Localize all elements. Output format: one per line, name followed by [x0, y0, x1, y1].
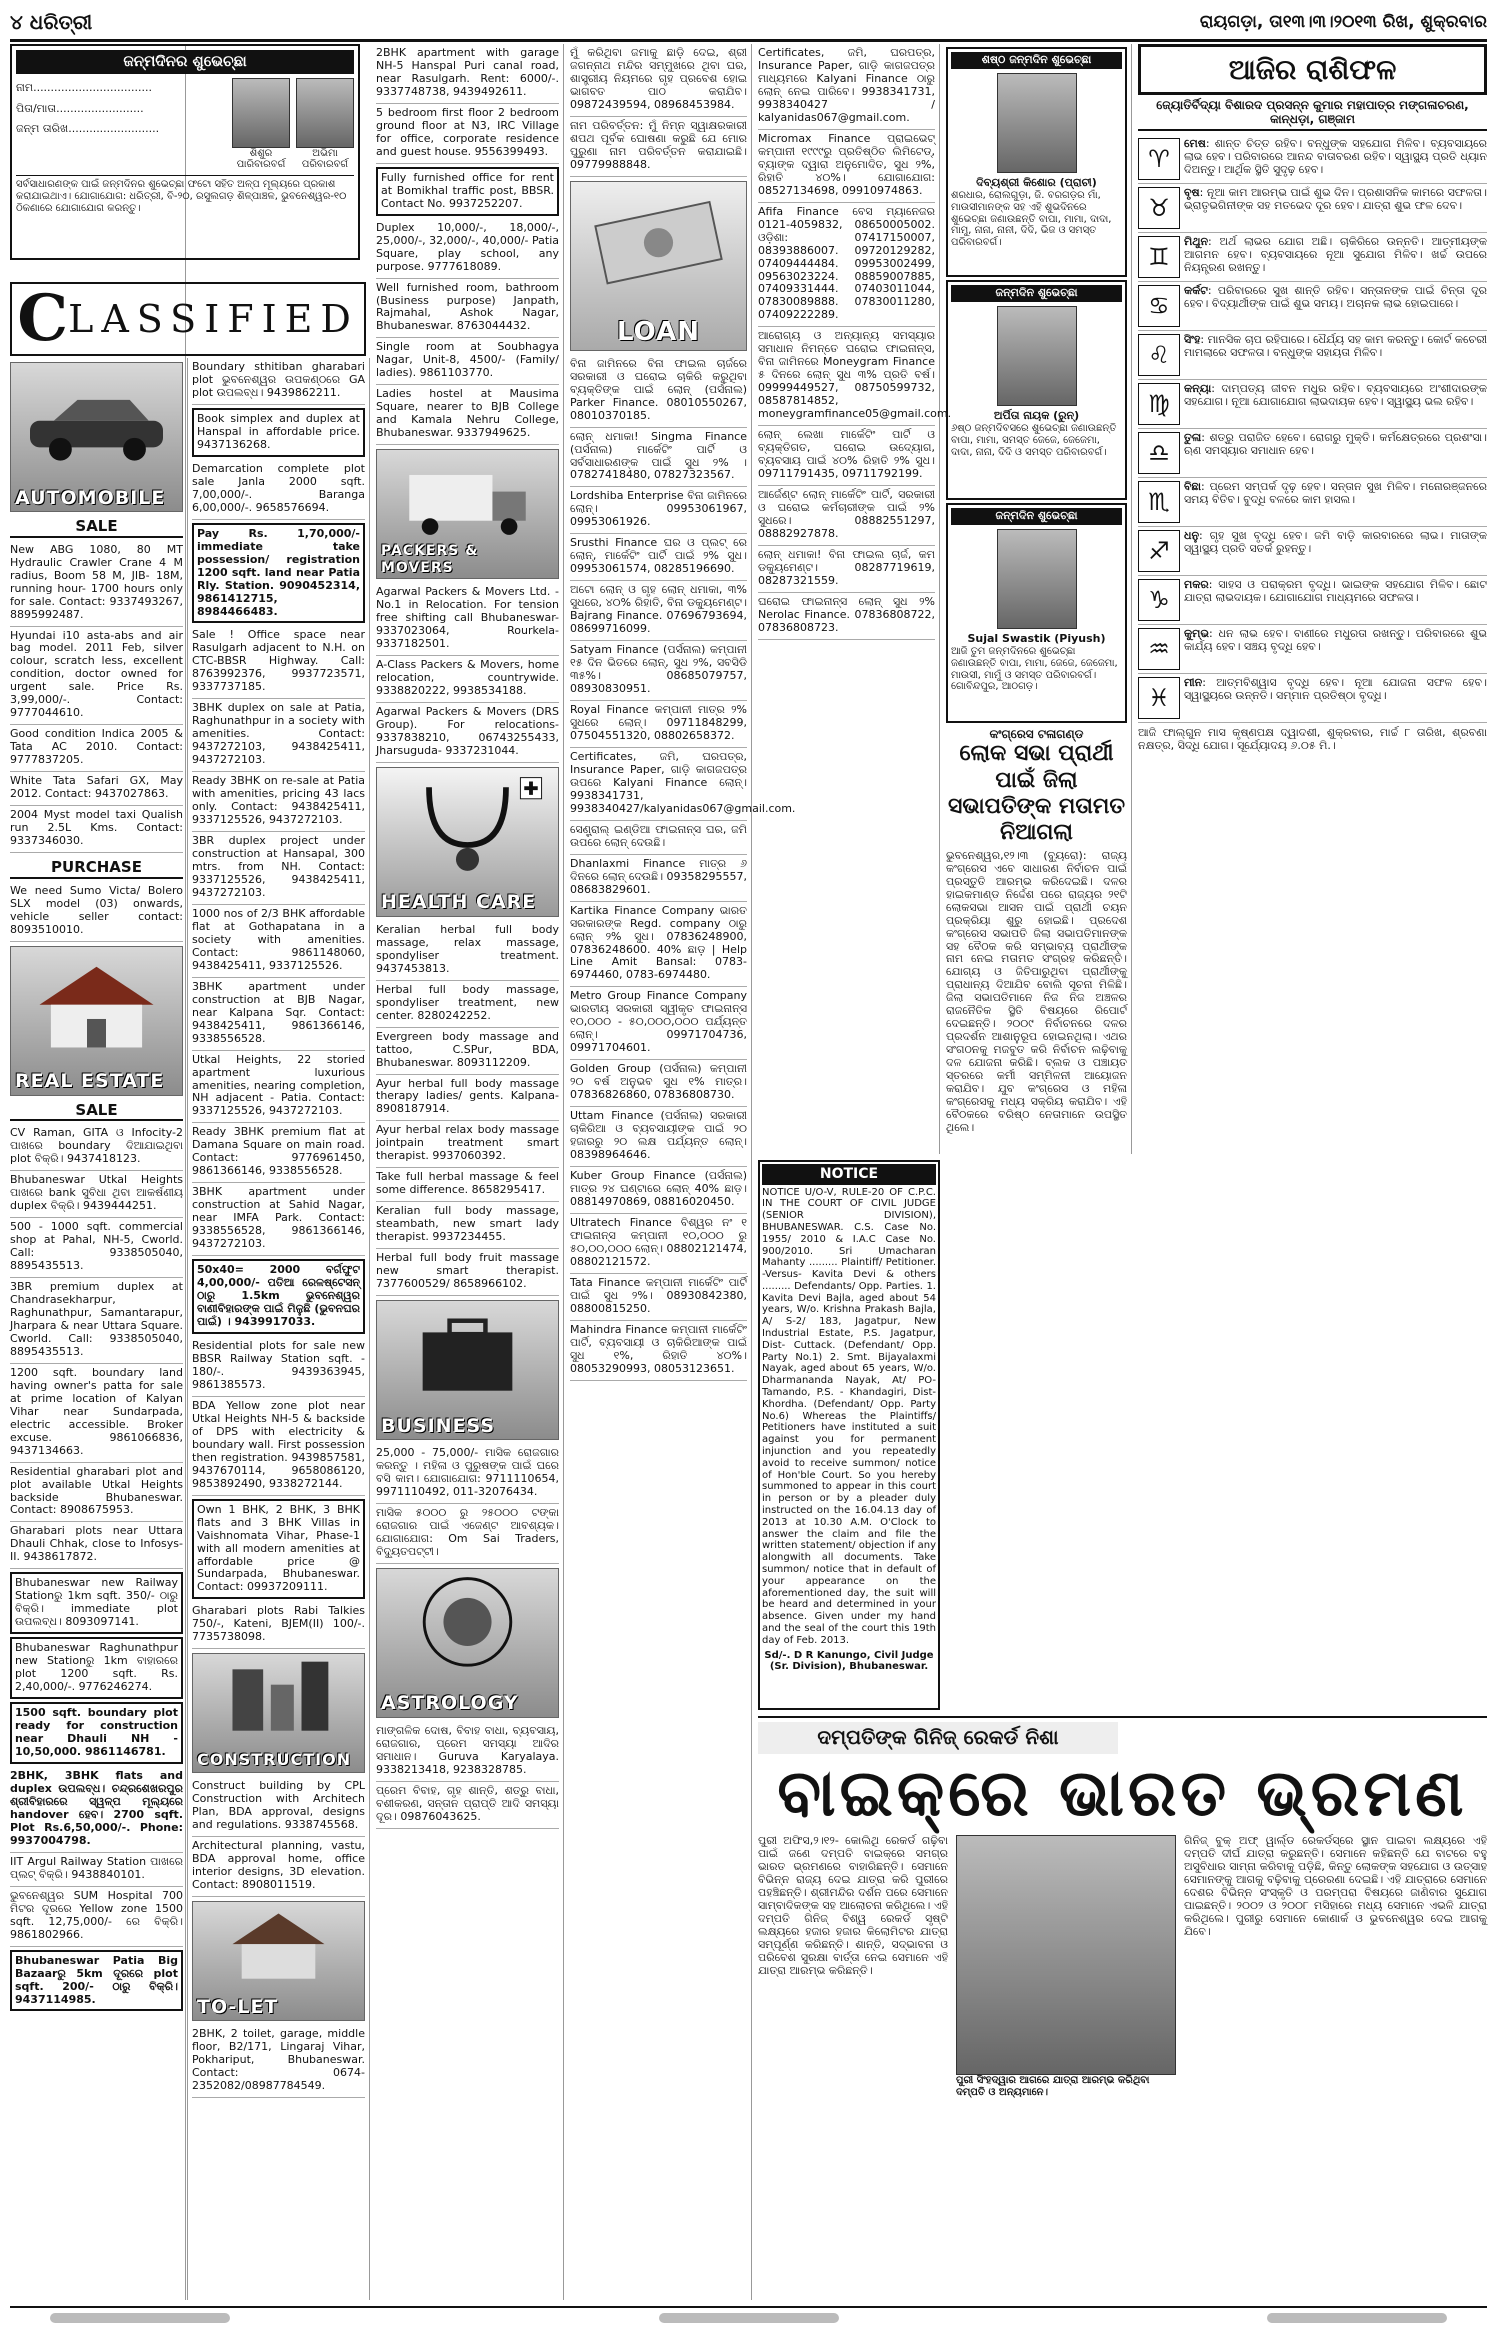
leo-icon: ♌ [1138, 334, 1180, 376]
pisces-icon: ♓ [1138, 677, 1180, 719]
rashi-text: ଦାମ୍ପତ୍ୟ ଜୀବନ ମଧୁର ରହିବ। ବ୍ୟବସାୟରେ ଅଂଶୀଦାରଙ୍କ ସହଯୋଗ। ନୂଆ ଯୋଗାଯୋଗ ଲାଭଦାୟକ ହେବ। ସ୍ୱାସ୍ଥ୍ୟ ଭଲ ରହିବ। [1184, 382, 1487, 409]
list-item: ନାମ ପରିବର୍ତ୍ତନ: ମୁଁ ନିମ୍ନ ସ୍ୱାକ୍ଷରକାରୀ ଶପଥ ପୂର୍ବକ ଘୋଷଣା କରୁଛି ଯେ ମୋର ପୁରୁଣା ନାମ ପରିବର୍ତ୍ତନ କରାଯାଇଛି। 09779988848. [570, 117, 747, 177]
house-icon [11, 947, 182, 1062]
greeting-name: ଦିବ୍ୟଶ୍ରୀ କିଶୋର (ପ୍ରାଚୀ) [976, 175, 1097, 189]
rashi-text: ସାହସ ଓ ପରାକ୍ରମ ବୃଦ୍ଧି। ଭାଇଙ୍କ ସହଯୋଗ ମିଳିବ। ଛୋଟ ଯାତ୍ରା ଲାଭଦାୟକ। ଯୋଗାଯୋଗ ମାଧ୍ୟମରେ ସଫଳତା। [1184, 578, 1488, 605]
rashi-text: ନୂଆ କାମ ଆରମ୍ଭ ପାଇଁ ଶୁଭ ଦିନ। ପ୍ରଶାସନିକ କାମରେ ସଫଳତା। ଭ୍ରାତୃଭଗିନୀଙ୍କ ସହ ମତଭେଦ ଦୂର ହେବ। ଯାତ୍ରା ଶୁଭ ଫଳ ଦେବ। [1184, 186, 1488, 213]
list-item: Ayur herbal relax body massage jointpain treatment smart therapist. 9937060392. [376, 1121, 559, 1168]
list-item: 3BHK apartment under construction at BJB Nagar, near Kalpana Sqr. Contact: 9438425411, 9861366146, 9338556528. [192, 978, 365, 1051]
list-item: 3BR premium duplex at Chandrasekharpur, Raghunathpur, Samantarapur, Jharpara & near Uttara Square. Cworld. Call: 9338505040, 8895435513. [10, 1278, 183, 1364]
list-item: Ayur herbal full body massage therapy ladies/ gents. Kalpana- 8908187914. [376, 1075, 559, 1122]
list-item: 2BHK, 3BHK flats and duplex ଉପଲବ୍ଧ। ଚନ୍ଦ୍ରଶେଖରପୁର ଶ୍ରୀବିହାରରେ ସ୍ୱଳ୍ପ ମୂଲ୍ୟରେ handover ହେବ। 2700 sqft. Plot Rs.6,50,000/-. Phone: 9937004798. [10, 1767, 183, 1853]
rashi-name: ମକର [1184, 578, 1209, 592]
list-item: ଘରୋଇ ଫାଇନାନ୍ସ ଲୋନ୍ ସୁଧ ୨% Nerolac Finance. 07836808722, 07836808723. [758, 593, 935, 640]
list-item: Micromax Finance ପ୍ରାଇଭେଟ୍ କମ୍ପାନୀ ୧୯୯୯ରୁ ପ୍ରତିଷ୍ଠିତ ଲିମିଟେଡ୍, ବ୍ୟାଙ୍କ ଦ୍ୱାରା ଅନୁମୋଦିତ, ସୁଧ ୨%, ରିହାତି ୪୦%। ଯୋଗାଯୋଗ: 08527134698, 09910974863. [758, 130, 935, 203]
list-item: Well furnished room, bathroom (Business purpose) Janpath, Rajmahal, Ashok Nagar, Bhubaneswar. 8763044432. [376, 279, 559, 339]
list-item: BDA Yellow zone plot near Utkal Heights NH-5 & backside of DPS with electricity & boundary wall. First possession then registration. 9439857581, 9437670114, 9658086120, 9853892490, 9338272144. [192, 1397, 365, 1496]
birthday-info: ସର୍ବସାଧାରଣଙ୍କ ପାଇଁ ଜନ୍ମଦିନର ଶୁଭେଚ୍ଛା ଫଟୋ ସହିତ ଅଳ୍ପ ମୂଲ୍ୟରେ ପ୍ରକାଶ କରାଯାଇଥାଏ। ଯୋଗାଯୋଗ: ଧରିତ୍ରୀ, ବି-୨୦, ରସୁଲଗଡ଼ ଶିଳ୍ପାଞ୍ଚଳ, ଭୁବନେଶ୍ୱର-୧୦ ଠିକଣାରେ ଯୋଗାଯୋଗ କରନ୍ତୁ। [16, 175, 354, 214]
col2 [192, 358, 370, 2300]
list-item: Bhubaneswar new Railway Stationରୁ 1km sqft. 350/- ଠାରୁ ବିକ୍ରି। immediate plot ଉପଲବ୍ଧ। 8093097141. [10, 1572, 183, 1634]
list-item: Book simplex and duplex at Hanspal in affordable price. 9437136268. [192, 408, 365, 457]
date-line: ରାୟଗଡ଼ା, ତା୧୩।୩।୨୦୧୩ ରିଖ, ଶୁକ୍ରବାର [1199, 12, 1487, 33]
list-item: Fully furnished office for rent at Bomikhal traffic post, BBSR. Contact No. 9937252207. [376, 167, 559, 216]
list-item: ବିନା ଜାମିନରେ ବିନା ଫାଇଲ ଚାର୍ଜରେ ସରକାରୀ ଓ ଘରୋଇ ଚାକିରି କରୁଥିବା ବ୍ୟକ୍ତିଙ୍କ ପାଇଁ ଲୋନ୍ (ପର୍ସନାଲ) Parker Finance. 08010550267, 08010370185. [570, 355, 747, 428]
house-icon-2 [193, 1902, 364, 1994]
list-item: We need Sumo Victa/ Bolero SLX model (03) onwards, vehicle seller contact: 8093510010. [10, 882, 183, 942]
list-item: 500 - 1000 sqft. commercial shop at Pahal, NH-5, Cworld. Call: 9338505040, 8895435513. [10, 1218, 183, 1278]
list-item: Golden Group (ପର୍ସନାଲ) କମ୍ପାନୀ ୨୦ ବର୍ଷ ଅନୁଭବ ସୁଧ ୧% ମାତ୍ର। 07836826860, 07836808730. [570, 1060, 747, 1107]
child-photo [997, 529, 1077, 629]
rashi-name: ମିଥୁନ [1184, 235, 1209, 249]
rashi-name: ସିଂହ [1184, 333, 1201, 347]
col4 [570, 44, 796, 2300]
list-item: Afifa Finance ବେସ ମ୍ୟାନେଜର 0121-4059832, 08650005002. ଓଡ଼ିଶା: 07417150007, 08393886007. 09720129282, 07409444484. 09953002499, 09563023224. 08859007885, 07409331444. 07403011044, 07830089888. 07830011280, 07409222289. [758, 203, 935, 328]
list-item: Dhanlaxmi Finance ମାତ୍ର ୬ ଦିନରେ ଲୋନ୍ ଦେଉଛି। 09358295557, 08683829601. [570, 855, 747, 902]
rashi-item: ♎ ତୁଳା: ଶତ୍ରୁ ପରାଜିତ ହେବେ। ରୋଗରୁ ମୁକ୍ତି। କର୍ମକ୍ଷେତ୍ରରେ ପ୍ରଶଂସା। ଋଣ ସମସ୍ୟାର ସମାଧାନ ହେବ। [1138, 429, 1487, 478]
automobile-banner [10, 362, 183, 512]
astrology-banner [376, 1568, 559, 1718]
list-item: 2BHK apartment with garage NH-5 Hanspal Puri canal road, near Rasulgarh. Rent: 6000/-. 9337748738, 9439492611. [376, 44, 559, 104]
construction-banner [192, 1653, 365, 1773]
sale-heading: SALE [10, 518, 183, 538]
packers-banner [376, 449, 559, 579]
list-item: 1500 sqft. boundary plot ready for construction near Dhauli NH - 10,50,000. 9861146781. [10, 1702, 183, 1764]
libra-icon: ♎ [1138, 432, 1180, 474]
notice-body: NOTICE U/O-V, RULE-20 OF C.P.C. IN THE COURT OF CIVIL JUDGE (SENIOR DIVISION), BHUBANESWAR. C.S. Case No. 1955/ 2010 & I.A.C Case No. 900/2010. Sri Umacharan Mahanty ......... Plaintiff/ Petitioner. -Versus- Kavita Devi & others ......... Defendants/ Opp. Parties. 1. Kavita Devi Bajla, aged about 54 years, W/o. Krishna Prakash Bajla, A/ S-2/ 183, Jagatpur, New Industrial Estate, P.S. Jagatpur, Dist- Cuttack. (Defendant/ Opp. Party No.1) 2. Smt. Bijayalaxmi Nayak, aged about 65 years, W/o. Dharmananda Nayak, At/ PO- Tamando, P.S. - Khandagiri, Dist- Khordha. (Defendant/ Opp. Party No.6) Whereas the Plaintiffs/ Petitioners have instituted a suit against you for permanent injunction and you repeatedly avoid to receive summon/ notice of Hon'ble Court. So you hereby summoned to appear in this court in person or by a pleader duly instructed on the 16.04.13 day of 2013 at 10.30 A.M. O'Clock to answer the claim and file the written statement/ objection if any alongwith all documents. Take summon/ notice that in default of your appearance on the aforementioned day, the suit will be heard and determined in your absence. Given under my hand and the seal of the court this 19th day of Feb. 2013. [762, 1186, 936, 1646]
birthday-title: ଜନ୍ମଦିନର ଶୁଭେଚ୍ଛା [16, 50, 354, 74]
page-footer [10, 2306, 1487, 2328]
greeting-title: ଜନ୍ମଦିନ ଶୁଭେଚ୍ଛା [951, 508, 1122, 525]
list-item: Good condition Indica 2005 & Tata AC 2010. Contact: 9777837205. [10, 725, 183, 772]
stethoscope-icon [377, 768, 558, 883]
business-label: BUSINESS [381, 1414, 496, 1437]
real-estate-banner [10, 946, 183, 1096]
list-item: 1200 sqft. boundary land having owner's patta for sale at prime location of Kalyan Vihar near Sundarpada, electric accessible. Broker excuse. 9861066836, 9437134663. [10, 1364, 183, 1463]
rashi-text: ଆତ୍ମବିଶ୍ୱାସ ବୃଦ୍ଧି ହେବ। ନୂଆ ଯୋଜନା ସଫଳ ହେବ। ସ୍ୱାସ୍ଥ୍ୟରେ ଉନ୍ନତି। ସମ୍ମାନ ପ୍ରତିଷ୍ଠା ବୃଦ୍ଧି। [1184, 676, 1487, 703]
court-notice [758, 1160, 940, 1710]
list-item: Srusthi Finance ଘର ଓ ପ୍ଲଟ୍ ରେ ଲୋନ୍, ମାର୍କେଟିଂ ପାର୍ଟି ପାଇଁ ୨% ସୁଧ। 09953061574, 08285196690. [570, 534, 747, 581]
rashi-item: ♓ ମୀନ: ଆତ୍ମବିଶ୍ୱାସ ବୃଦ୍ଧି ହେବ। ନୂଆ ଯୋଜନା ସଫଳ ହେବ। ସ୍ୱାସ୍ଥ୍ୟରେ ଉନ୍ନତି। ସମ୍ମାନ ପ୍ରତିଷ୍ଠା ବୃଦ୍ଧି। [1138, 674, 1487, 723]
car-icon [11, 363, 182, 478]
purchase-heading: PURCHASE [10, 859, 183, 879]
rashi-item: ♋ କର୍କଟ: ପରିବାରରେ ସୁଖ ଶାନ୍ତି ରହିବ। ସନ୍ତାନଙ୍କ ପାଇଁ ଚିନ୍ତା ଦୂର ହେବ। ବିଦ୍ୟାର୍ଥୀଙ୍କ ପାଇଁ ଶୁଭ ସମୟ। ଅଚାନକ ଲାଭ ହୋଇପାରେ। [1138, 282, 1487, 331]
list-item: ଆରୋଗ୍ୟ ଓ ଅନ୍ୟାନ୍ୟ ସମସ୍ୟାର ସମାଧାନ ନିମନ୍ତେ ଘରୋଇ ଫାଇନାନ୍ସ, ବିନା ଜାମିନରେ Moneygram Finance ୫ ଦିନରେ ଲୋନ୍ ସୁଧ ୩% ପ୍ରତି ବର୍ଷ। 09999449527, 08750599732, 08587814852, moneygramfinance05@gmail.com. [758, 327, 935, 426]
rashi-item: ♊ ମିଥୁନ: ଅର୍ଥ ଲାଭର ଯୋଗ ଅଛି। ଚାକିରିରେ ଉନ୍ନତି। ଆତ୍ମୀୟଙ୍କ ଆଗମନ ହେବ। ବ୍ୟବସାୟରେ ନୂଆ ସୁଯୋଗ ମିଳିବ। ଖର୍ଚ୍ଚ ଉପରେ ନିୟନ୍ତ୍ରଣ ରଖନ୍ତୁ। [1138, 233, 1487, 282]
money-icon [571, 182, 746, 313]
list-item: Herbal full body fruit massage new smart therapist. 7377600529/ 8658966102. [376, 1249, 559, 1296]
scorpio-icon: ♏ [1138, 481, 1180, 523]
list-item: 2BHK, 2 toilet, garage, middle floor, B2/171, Lingaraj Vihar, Pokhariput, Bhubaneswar. Contact: 0674-2352082/08987784549. [192, 2025, 365, 2098]
rashi-text: ଧନ ଲାଭ ହେବ। ବାଣୀରେ ମଧୁରତା ରଖନ୍ତୁ। ପରିବାରରେ ଶୁଭ କାର୍ଯ୍ୟ ହେବ। ସଞ୍ଚୟ ବୃଦ୍ଧି ହେବ। [1184, 627, 1487, 654]
rashi-text: ପ୍ରେମ ସମ୍ପର୍କ ଦୃଢ଼ ହେବ। ସନ୍ତାନ ସୁଖ ମିଳିବ। ମନୋରଞ୍ଜନରେ ସମୟ ବିତିବ। ବୁଦ୍ଧି ବଳରେ କାମ ହାସଲ। [1184, 480, 1487, 507]
list-item: CV Raman, GITA ଓ Infocity-2 ପାଖରେ boundary ଦିଆଯାଇଥିବା plot ବିକ୍ରି। 9437418123. [10, 1124, 183, 1171]
bike-body-left: ପୁରୀ ଅଫିସ,୨।୧୨- କୋଲିଥି ରେକର୍ଡ ଗଢ଼ିବା ପାଇଁ ଜଣେ ଦମ୍ପତି ବାଇକ୍‌ରେ ସମଗ୍ର ଭାରତ ଭ୍ରମଣରେ ବାହାରିଛନ୍ତି। ସେମାନେ ବିଭିନ୍ନ ରାଜ୍ୟ ଦେଇ ଯାତ୍ରା କରି ପୁରୀରେ ପହଞ୍ଚିଛନ୍ତି। ଶ୍ରୀମନ୍ଦିର ଦର୍ଶନ ପରେ ସେମାନେ ସାମ୍ବାଦିକଙ୍କ ସହ ଆଲୋଚନା କରିଥିଲେ। ଏହି ଦମ୍ପତି ଗିନିଜ୍ ବିଶ୍ୱ ରେକର୍ଡ ସୃଷ୍ଟି ଲକ୍ଷ୍ୟରେ ହଜାର ହଜାର କିଲୋମିଟର ଯାତ୍ରା ସମ୍ପୂର୍ଣ୍ଣ କରିଛନ୍ତି। ଶାନ୍ତି, ସଦ୍ଭାବନା ଓ ପରିବେଶ ସୁରକ୍ଷା ବାର୍ତ୍ତା ନେଇ ସେମାନେ ଏହି ଯାତ୍ରା ଆରମ୍ଭ କରିଛନ୍ତି। [758, 1834, 948, 1977]
list-item: Take full herbal massage & feel some difference. 8658295417. [376, 1168, 559, 1202]
list-item: Demarcation complete plot sale Janla 2000 sqft. 7,00,000/-. Baranga 6,00,000/-. 9658576694. [192, 460, 365, 520]
list-item: Residential plots for sale new BBSR Railway Station sqft. - 180/-. 9439363945, 9861385573. [192, 1337, 365, 1397]
list-item: 50x40= 2000 ବର୍ଗଫୁଟ 4,00,000/- ପତିଆ ରେଳଷ୍ଟେସନ୍ ଠାରୁ 1.5km ଭୁବନେଶ୍ୱର ବାଣୀବିହାରଙ୍କ ପାଇଁ ମିଳୁଛି (ଭୁବନଘର ପାଇଁ) । 9439917033. [192, 1259, 365, 1334]
rashifal [1138, 44, 1487, 1714]
greeting-text: ଶରଧାର, ରୋଲଗୁଡ଼ା, ଜି. ବରଗଡ଼ର ମାଁ, ମାଉସୀମାନଙ୍କ ସହ ଏହି ଶୁଭଦିନରେ ଶୁଭେଚ୍ଛା ଜଣାଉଛନ୍ତି ବାପା, ମାମା, ଦାଦା, ମାମୁ, ନାନା, ନାନୀ, ଦିଦି, ଭିଜ ଓ ସମସ୍ତ ପରିବାରବର୍ଗ। [951, 189, 1112, 249]
field-father: ପିତା/ମାତା......................... [16, 101, 144, 115]
to-let-banner [192, 1901, 365, 2021]
bike-headline: ବାଇକ୍‌ରେ ଭାରତ ଭ୍ରମଣ [777, 1756, 1468, 1831]
list-item: Gharabari plots Rabi Talkies 750/-, Kateni, BJEM(II) 100/-. 7735738098. [192, 1602, 365, 1649]
construction-label: CONSTRUCTION [197, 1750, 352, 1770]
list-item: Duplex 10,000/-, 18,000/-, 25,000/-, 32,000/-, 40,000/- Patia Square, play school, any purpose. 9777618089. [376, 219, 559, 279]
list-item: New ABG 1080, 80 MT Hydraulic Crawler Crane 4 M radius, Boom 58 M, JIB- 18M, running hour- 1700 hours only for sale. Contact: 9337493267, 8895992487. [10, 541, 183, 627]
list-item: Bhubaneswar Raghunathpur new Stationରୁ 1km ବାହାରରେ plot 1200 sqft. Rs. 2,40,000/-. 9776246274. [10, 1637, 183, 1699]
building-icon [193, 1654, 364, 1746]
list-item: ମାସିକ ୫୦୦୦ ରୁ ୨୫୦୦୦ ଟଙ୍କା ରୋଜଗାର ପାଇଁ ଏଜେଣ୍ଟ ଆବଶ୍ୟକ। ଯୋଗାଯୋଗ: Om Sai Traders, ବିଦ୍ୟୁତପଟ୍ଟୀ। [376, 1504, 559, 1564]
bike-photo-caption: ପୁରୀ ସିଂହଦ୍ୱାର ଆଗରେ ଯାତ୍ରା ଆରମ୍ଭ କରିଥିବା ଦମ୍ପତି ଓ ଅନ୍ୟମାନେ। [956, 2075, 1150, 2098]
list-item: Gharabari plots near Uttara Dhauli Chhak, close to Infosys-II. 9438617872. [10, 1522, 183, 1569]
list-item: A-Class Packers & Movers, home relocation, countrywide. 9338820222, 9938534188. [376, 656, 559, 703]
packers-label: PACKERS & MOVERS [381, 543, 479, 576]
rashi-text: ମାନସିକ ଚାପ ରହିପାରେ। ଧୈର୍ଯ୍ୟ ସହ କାମ କରନ୍ତୁ। କୋର୍ଟ କଚେରୀ ମାମଲାରେ ସଫଳତା। ବନ୍ଧୁଙ୍କ ସହାୟତା ମିଳିବ। [1184, 333, 1488, 360]
list-item: Satyam Finance (ପର୍ସନାଲ) କମ୍ପାନୀ ୧୫ ଦିନ ଭିତରେ ଲୋନ୍, ସୁଧ ୨%, ସବସିଡି ୩୫%। 08685079757, 08930830951. [570, 641, 747, 701]
footer-ornament [50, 2313, 230, 2323]
gemini-icon: ♊ [1138, 236, 1180, 278]
automobile-label: AUTOMOBILE [15, 486, 166, 509]
list-item: Certificates, ଜମି, ଘରପତ୍ର, Insurance Paper, ଗାଡ଼ି କାଗଜପତ୍ର ଉପରେ Kalyani Finance ଲୋନ୍। 9938341731, 9938340427/kalyanidas067@gmail.com. [570, 748, 747, 821]
field-name: ନାମ.................................. [16, 80, 152, 94]
rashi-name: ମେଷ [1184, 137, 1206, 151]
list-item: Sale ! Office space near Rasulgarh adjacent to N.H. on CTC-BBSR Highway. Call: 8763992376, 9937723571, 9337737185. [192, 626, 365, 699]
list-item: Ultratech Finance ବିଶ୍ୱର ନଂ ୧ ଫାଇନାନ୍ସ କମ୍ପାନୀ ୧୦,୦୦୦ ରୁ ୫୦,୦୦,୦୦୦ ଲୋନ୍। 08802121474, 08802121572. [570, 1214, 747, 1274]
list-item: Own 1 BHK, 2 BHK, 3 BHK flats and 3 BHK Villas in Vaishnomata Vihar, Phase-1 with all modern amenities at affordable price @ Sundarpada, Bhubaneswar. Contact: 09937209111. [192, 1499, 365, 1600]
list-item: ଲୋନ୍ ଧମାକା! ବିନା ଫାଇଲ ଚାର୍ଜ, କମ ଡକ୍ୟୁମେଣ୍ଟ। 08287719619, 08287321559. [758, 546, 935, 593]
health-label: HEALTH CARE [381, 891, 537, 914]
rashi-item: ♏ ବିଛା: ପ୍ରେମ ସମ୍ପର୍କ ଦୃଢ଼ ହେବ। ସନ୍ତାନ ସୁଖ ମିଳିବ। ମନୋରଞ୍ଜନରେ ସମୟ ବିତିବ। ବୁଦ୍ଧି ବଳରେ କାମ ହାସଲ। [1138, 478, 1487, 527]
list-item: 3BR duplex project under construction at Hansapal, 300 mtrs. from NH. Contact: 9337125526, 9438425411, 9437272103. [192, 832, 365, 905]
rashi-item: ♒ କୁମ୍ଭ: ଧନ ଲାଭ ହେବ। ବାଣୀରେ ମଧୁରତା ରଖନ୍ତୁ। ପରିବାରରେ ଶୁଭ କାର୍ଯ୍ୟ ହେବ। ସଞ୍ଚୟ ବୃଦ୍ଧି ହେବ। [1138, 625, 1487, 674]
list-item: Tata Finance କମ୍ପାନୀ ମାର୍କେଟିଂ ପାର୍ଟି ପାଇଁ ସୁଧ ୨%। 08930842380, 08800815250. [570, 1274, 747, 1321]
list-item: 2004 Myst model taxi Qualish run 2.5L Kms. Contact: 9337346030. [10, 806, 183, 853]
to-let-label: TO-LET [197, 1995, 279, 2018]
briefcase-icon [377, 1301, 558, 1409]
rashi-text: ଶାନ୍ତ ଚିତ୍ତ ରହିବ। ବନ୍ଧୁଙ୍କ ସହଯୋଗ ମିଳିବ। ବ୍ୟବସାୟରେ ଲାଭ ହେବ। ପରିବାରରେ ଆନନ୍ଦ ବାତାବରଣ ରହିବ। ସ୍ୱାସ୍ଥ୍ୟ ପ୍ରତି ଧ୍ୟାନ ଦିଅନ୍ତୁ। ଆର୍ଥିକ ସ୍ଥିତି ସୁଦୃଢ଼ ହେବ। [1184, 137, 1488, 177]
rashi-name: ତୁଳା [1184, 431, 1202, 445]
capricorn-icon: ♑ [1138, 579, 1180, 621]
list-item: ଲୋନ୍ ଧମାକା! Singma Finance (ପର୍ସନାଲ) ମାର୍କେଟିଂ ପାର୍ଟି ଓ ସର୍ବସାଧାରଣଙ୍କ ପାଇଁ ସୁଧ ୨% । 07827418480, 07827323567. [570, 428, 747, 488]
footer-ornament [1267, 2313, 1447, 2323]
list-item: 3BHK apartment under construction at Sahid Nagar, near IMFA Park. Contact: 9338556528, 9861366146, 9437272103. [192, 1183, 365, 1256]
loan-label: LOAN [617, 317, 700, 348]
list-item: 25,000 - 75,000/- ମାସିକ ରୋଜଗାର କରନ୍ତୁ । ମହିଳା ଓ ପୁରୁଷଙ୍କ ପାଇଁ ଘରେ ବସି କାମ। ଯୋଗାଯୋଗ: 9711110654, 9971110492, 011-32076434. [376, 1444, 559, 1504]
child2-label: ଅଭିମା [312, 147, 338, 159]
col5 [758, 44, 952, 1154]
list-item: ସେଣ୍ଟ୍ରାଲ୍ ଇଣ୍ଡିଆ ଫାଇନାନ୍ସ ଘର, ଜମି ଉପରେ ଲୋନ୍ ଦେଉଛି। [570, 821, 747, 855]
col3 [376, 44, 564, 2300]
greeting-name: ଅର୍ପିତା ନାୟକ (ରୁନ୍) [993, 408, 1080, 422]
list-item: ଅଟୋ ଲୋନ୍ ଓ ଗୃହ ଲୋନ୍ ଧମାକା, ୩% ସୁଧରେ, ୪୦% ରିହାତି, ବିନା ଡକ୍ୟୁମେଣ୍ଟ। Bajrang Finance. 07696793694, 08699716099. [570, 581, 747, 641]
rashi-name: ବୃଷ [1184, 186, 1200, 200]
rashi-text: ଅର୍ଥ ଲାଭର ଯୋଗ ଅଛି। ଚାକିରିରେ ଉନ୍ନତି। ଆତ୍ମୀୟଙ୍କ ଆଗମନ ହେବ। ବ୍ୟବସାୟରେ ନୂଆ ସୁଯୋଗ ମିଳିବ। ଖର୍ଚ୍ଚ ଉପରେ ନିୟନ୍ତ୍ରଣ ରଖନ୍ତୁ। [1184, 235, 1487, 275]
rashifal-title: ଆଜିର ରାଶିଫଳ [1138, 44, 1487, 95]
list-item: Construct building by CPL Construction with Architech Plan, BDA approval, designs and regulations. 9338745568. [192, 1777, 365, 1837]
col6 [946, 44, 1132, 1154]
list-item: Lordshiba Enterprise ବିନା ଜାମିନରେ ଲୋନ୍। 09953061967, 09953061926. [570, 487, 747, 534]
greeting-title: ଶଷ୍ଠ ଜନ୍ମଦିନ ଶୁଭେଚ୍ଛା [951, 52, 1122, 69]
list-item: Bhubaneswar Patia Big Bazaarରୁ 5km ଦୂରରେ plot sqft. 200/- ଠାରୁ ବିକ୍ରି। 9437114985. [10, 1950, 183, 2012]
classified-rest: LASSIFIED [68, 296, 359, 341]
business-banner [376, 1300, 559, 1440]
child1-label: ଶିଶୁର [249, 147, 273, 159]
real-estate-label: REAL ESTATE [15, 1070, 165, 1093]
rashi-name: ବିଛା [1184, 480, 1201, 494]
rashi-name: ମୀନ [1184, 676, 1203, 690]
list-item: ମାଙ୍ଗଳିକ ଦୋଷ, ବିବାହ ବାଧା, ବ୍ୟବସାୟ, ରୋଜଗାର, ପ୍ରେମ ସମସ୍ୟା ଆଦିର ସମାଧାନ। Guruva Karyalaya. 9338213418, 9238328785. [376, 1722, 559, 1782]
rashifal-byline: ଜ୍ୟୋତିର୍ବିଦ୍ୟା ବିଶାରଦ ପ୍ରସନ୍ନ କୁମାର ମହାପାତ୍ର ମଙ୍ଗଳାଚରଣ, କାନ୍ଧଡ଼ା, ଗଞ୍ଜାମ [1138, 98, 1487, 131]
sagittarius-icon: ♐ [1138, 530, 1180, 572]
election-kicker: କଂଗ୍ରେସ ଟଳାଗଣ୍ଡ [989, 727, 1084, 741]
list-item: Metro Group Finance Company ଭାରତୀୟ ସରକାରୀ ସ୍ୱୀକୃତ ଫାଇନାନ୍ସ ୧୦,୦୦୦ - ୫୦,୦୦୦,୦୦୦ ପର୍ଯ୍ୟନ୍ତ ଲୋନ୍। 09971704736, 09971704601. [570, 987, 747, 1060]
list-item: White Tata Safari GX, May 2012. Contact: 9437027863. [10, 772, 183, 806]
footer-ornament [659, 2313, 839, 2323]
election-body: ଭୁବନେଶ୍ୱର,୧୨।୩ (ବ୍ୟୁରୋ): ରାଜ୍ୟ କଂଗ୍ରେସ ଏବେ ସାଧାରଣ ନିର୍ବାଚନ ପାଇଁ ପ୍ରସ୍ତୁତି ଆରମ୍ଭ କରିଦେଇଛି। ଦଳର ହାଇକମାଣ୍ଡ ନିର୍ଦ୍ଦେଶ ପରେ ରାଜ୍ୟର ୨୧ଟି ଲୋକସଭା ଆସନ ପାଇଁ ପ୍ରାର୍ଥୀ ଚୟନ ପ୍ରକ୍ରିୟା ଶୁରୁ ହୋଇଛି। ପ୍ରଦେଶ କଂଗ୍ରେସ ସଭାପତି ଜିଲା ସଭାପତିମାନଙ୍କ ସହ ବୈଠକ କରି ସମ୍ଭାବ୍ୟ ପ୍ରାର୍ଥୀଙ୍କ ନାମ ନେଇ ମତାମତ ସଂଗ୍ରହ କରିଛନ୍ତି। ଯୋଗ୍ୟ ଓ ଜିତିପାରୁଥିବା ପ୍ରାର୍ଥୀଙ୍କୁ ପ୍ରାଧାନ୍ୟ ଦିଆଯିବ ବୋଲି ସୂଚନା ମିଳିଛି। ଜିଲା ସଭାପତିମାନେ ନିଜ ନିଜ ଅଞ୍ଚଳର ରାଜନୈତିକ ସ୍ଥିତି ବିଷୟରେ ରିପୋର୍ଟ ଦେଇଛନ୍ତି। ୨୦୦୯ ନିର୍ବାଚନରେ ଦଳର ପ୍ରଦର୍ଶନ ଆଶାନୁରୂପ ହୋଇନଥିଲା। ଏଥର ସଂଗଠନକୁ ମଜବୁତ କରି ନିର୍ବାଚନ ଲଢ଼ିବାକୁ ଦଳ ଯୋଜନା କରିଛି। ବ୍ଲକ ଓ ପଞ୍ଚାୟତ ସ୍ତରରେ କର୍ମୀ ସମ୍ମିଳନୀ ଆୟୋଜନ କରାଯିବ। ଯୁବ କଂଗ୍ରେସ ଓ ମହିଳା କଂଗ୍ରେସକୁ ମଧ୍ୟ ସକ୍ରିୟ କରାଯିବ। ଏହି ବୈଠକରେ ବରିଷ୍ଠ ନେତାମାନେ ଉପସ୍ଥିତ ଥିଲେ। [946, 848, 1127, 1135]
list-item: ଭୁବନେଶ୍ୱର SUM Hospital 700 ମିଟର ଦୂରରେ Yellow zone 1500 sqft. 12,75,000/- ରେ ବିକ୍ରି। 9861802966. [10, 1887, 183, 1947]
page-label: ୪ ଧରିତ୍ରୀ [10, 9, 93, 34]
list-item: Single room at Soubhagya Nagar, Unit-8, 4500/- (Family/ ladies). 9861103770. [376, 338, 559, 385]
list-item: Certificates, ଜମି, ଘରପତ୍ର, Insurance Paper, ଗାଡ଼ି କାଗଜପତ୍ର ମାଧ୍ୟମରେ Kalyani Finance ଠାରୁ ଲୋନ୍ ନେଇ ପାରିବେ। 9938341731, 9938340427 / kalyanidas067@gmail.com. [758, 44, 935, 130]
notice-signature: Sd/-. D R Kanungo, Civil Judge (Sr. Division), Bhubaneswar. [764, 1649, 934, 1673]
child-photo [997, 306, 1077, 406]
list-item: Evergreen body massage and tattoo, C.SPur, BDA, Bhubaneswar. 8093112209. [376, 1028, 559, 1075]
list-item: Agarwal Packers & Movers (DRS Group). For relocations- 9337838210, 06743255433, Jharsuguda- 9337231044. [376, 703, 559, 763]
col1 [10, 358, 188, 2300]
list-item: Kartika Finance Company ଭାରତ ସରକାରଙ୍କ Regd. company ଠାରୁ ଲୋନ୍ ୨% ସୁଧ। 07836248900, 07836248600. 40% ଛାଡ଼ | Help Line Amit Bansal: 0783-6974460, 0783-6974480. [570, 902, 747, 988]
child2-sub: ପରିବାରବର୍ଗ [301, 159, 349, 171]
list-item: Utkal Heights, 22 storied apartment luxurious amenities, nearing completion, NH adjacent - Patia. Contact: 9337125526, 9437272103. [192, 1051, 365, 1124]
rashi-text: ଗୃହ ସୁଖ ବୃଦ୍ଧି ହେବ। ଜମି ବାଡ଼ି କାରବାରରେ ଲାଭ। ମାତାଙ୍କ ସ୍ୱାସ୍ଥ୍ୟ ପ୍ରତି ସତର୍କ ରୁହନ୍ତୁ। [1184, 529, 1487, 556]
child-photo [997, 73, 1077, 173]
greeting-card [946, 47, 1127, 277]
taurus-icon: ♉ [1138, 187, 1180, 229]
child-photo-2 [296, 78, 354, 148]
list-item: 1000 nos of 2/3 BHK affordable flat at Gothapatana in a society with amenities. Contact: 9861148060, 9438425411, 9337125526. [192, 905, 365, 978]
list-item: IIT Argul Railway Station ପାଖରେ ପ୍ଲଟ୍ ବିକ୍ରି। 9438840101. [10, 1853, 183, 1887]
rashi-item: ♐ ଧନୁ: ଗୃହ ସୁଖ ବୃଦ୍ଧି ହେବ। ଜମି ବାଡ଼ି କାରବାରରେ ଲାଭ। ମାତାଙ୍କ ସ୍ୱାସ୍ଥ୍ୟ ପ୍ରତି ସତର୍କ ରୁହନ୍ତୁ। [1138, 527, 1487, 576]
rashi-item: ♑ ମକର: ସାହସ ଓ ପରାକ୍ରମ ବୃଦ୍ଧି। ଭାଇଙ୍କ ସହଯୋଗ ମିଳିବ। ଛୋଟ ଯାତ୍ରା ଲାଭଦାୟକ। ଯୋଗାଯୋଗ ମାଧ୍ୟମରେ ସଫଳତା। [1138, 576, 1487, 625]
greeting-text: ଆଜି ତୁମ ଜନ୍ମଦିନରେ ଶୁଭେଚ୍ଛା ଜଣାଉଛନ୍ତି ବାପା, ମାମା, ଜେଜେ, ଜେଜେମା, ମାଉସୀ, ମାମୁଁ ଓ ସମସ୍ତ ପରିବାରବର୍ଗ। ଗୋବିନ୍ଦପୁର, ଆଠଗଡ଼। [951, 645, 1118, 693]
virgo-icon: ♍ [1138, 383, 1180, 425]
classified-area [10, 276, 366, 362]
list-item: 3BHK duplex on sale at Patia, Raghunathpur in a society with amenities. Contact: 9437272103, 9438425411, 9437272103. [192, 699, 365, 772]
list-item: Boundary sthitiban gharabari plot ଭୁବନେଶ୍ୱର ଉପକଣ୍ଠରେ GA plot ଉପଲବ୍ଧ। 9439862211. [192, 358, 365, 405]
list-item: Hyundai i10 asta-abs and air bag model. 2011 Feb, silver colour, scratch less, excellent condition, doctor owned for urgent sale. Price Rs. 3,99,000/-. Contact: 9777044610. [10, 627, 183, 726]
aries-icon: ♈ [1138, 138, 1180, 180]
child1-sub: ପାରିବାରବର୍ଗ [236, 159, 286, 171]
cancer-icon: ♋ [1138, 285, 1180, 327]
rashi-name: କର୍କଟ [1184, 284, 1208, 298]
list-item: Ladies hostel at Mausima Square, nearer to BJB College and Kamala Nehru College, Bhubaneswar. 9337949625. [376, 385, 559, 445]
bike-body-right: ଗିନିଜ୍ ବୁକ୍ ଅଫ୍ ୱାର୍ଲ୍ଡ ରେକର୍ଡସ୍‌ରେ ସ୍ଥାନ ପାଇବା ଲକ୍ଷ୍ୟରେ ଏହି ଦମ୍ପତି ଦୀର୍ଘ ଯାତ୍ରା କରୁଛନ୍ତି। ସେମାନେ କହିଛନ୍ତି ଯେ ବାଟରେ ବହୁ ଅସୁବିଧାର ସାମ୍ନା କରିବାକୁ ପଡ଼ିଛି, କିନ୍ତୁ ଲୋକଙ୍କ ସହଯୋଗ ଓ ଉତ୍ସାହ ସେମାନଙ୍କୁ ଆଗକୁ ବଢ଼ିବାକୁ ପ୍ରେରଣା ଦେଇଛି। ଏହି ଯାତ୍ରାରେ ସେମାନେ ଦେଶର ବିଭିନ୍ନ ସଂସ୍କୃତି ଓ ପରମ୍ପରା ବିଷୟରେ ଜାଣିବାର ସୁଯୋଗ ପାଇଛନ୍ତି। ୨୦୦୨ ଓ ୨୦୦୮ ମସିହାରେ ମଧ୍ୟ ସେମାନେ ଏଭଳି ଯାତ୍ରା କରିଥିଲେ। ପୁରୀରୁ ସେମାନେ କୋଣାର୍କ ଓ ଭୁବନେଶ୍ୱର ଦେଇ ଆଗକୁ ଯିବେ। [1184, 1834, 1487, 1938]
bike-photo [956, 1835, 1176, 2075]
list-item: Ready 3BHK on re-sale at Patia with amenities, pricing 43 lacs only. Contact: 9438425411, 9337125526, 9437272103. [192, 772, 365, 832]
classified-initial: C [17, 281, 69, 357]
greeting-card [946, 503, 1127, 723]
bike-kicker: ଦମ୍ପତିଙ୍କ ଗିନିଜ୍ ରେକର୍ଡ ନିଶା [758, 1722, 1118, 1754]
birthday-box [10, 44, 360, 260]
field-dob: ଜନ୍ମ ତାରିଖ.......................... [16, 122, 160, 136]
zodiac-wheel-icon [377, 1569, 558, 1684]
greeting-text: ୬ଷ୍ଠ ଜନ୍ମଦିବସରେ ଶୁଭେଚ୍ଛା ଜଣାଉଛନ୍ତି ବାପା, ମାମା, ସମସ୍ତ ଜେଜେ, ଜେଜେମା, ଦାଦା, ନାନା, ଦିଦି ଓ ସମସ୍ତ ପରିବାରବର୍ଗ। [951, 422, 1117, 458]
rashi-item: ♈ ମେଷ: ଶାନ୍ତ ଚିତ୍ତ ରହିବ। ବନ୍ଧୁଙ୍କ ସହଯୋଗ ମିଳିବ। ବ୍ୟବସାୟରେ ଲାଭ ହେବ। ପରିବାରରେ ଆନନ୍ଦ ବାତାବରଣ ରହିବ। ସ୍ୱାସ୍ଥ୍ୟ ପ୍ରତି ଧ୍ୟାନ ଦିଅନ୍ତୁ। ଆର୍ଥିକ ସ୍ଥିତି ସୁଦୃଢ଼ ହେବ। [1138, 135, 1487, 184]
greeting-name: Sujal Swastik (Piyush) [967, 631, 1106, 645]
list-item: ପ୍ରେମ ବିବାହ, ଗୃହ ଶାନ୍ତି, ଶତ୍ରୁ ବାଧା, ବଶୀକରଣ, ସନ୍ତାନ ପ୍ରାପ୍ତି ଆଦି ସମସ୍ୟା ଦୂର। 09876043625. [376, 1782, 559, 1829]
list-item: 5 bedroom first floor 2 bedroom ground floor at N3, IRC Village for office, corporate residence and guest house. 9556399493. [376, 104, 559, 164]
rashifal-footer: ଆଜି ଫାଲ୍ଗୁନ ମାସ କୃଷ୍ଣପକ୍ଷ ଦ୍ୱାଦଶୀ, ଶୁକ୍ରବାର, ମାର୍ଚ୍ଚ ୮ ତାରିଖ, ଶ୍ରବଣା ନକ୍ଷତ୍ର, ସିଦ୍ଧି ଯୋଗ। ସୂର୍ଯ୍ୟୋଦୟ ୬.୦୫ ମି.। [1138, 726, 1487, 753]
list-item: ଆର୍ଜେଣ୍ଟ ଲୋନ୍ ମାର୍କେଟିଂ ପାର୍ଟି, ସରକାରୀ ଓ ଘରୋଇ କର୍ମଚାରୀଙ୍କ ପାଇଁ ୨% ସୁଧରେ। 08882551297, 08882927878. [758, 486, 935, 546]
list-item: ମୁଁ କରିଥିବା ଜମାକୁ ଛାଡ଼ି ଦେଇ, ଶ୍ରୀ ଜଗନ୍ନାଥ ମନ୍ଦିର ସମ୍ମୁଖରେ ଥିବା ଘର, ଶାସ୍ତ୍ରୀୟ ନିୟମରେ ଗୃହ ପ୍ରବେଶ ହୋଇ ଭାଗବତ ପାଠ କରାଯିବ। 09872439594, 08968453984. [570, 44, 747, 117]
list-item: Mahindra Finance କମ୍ପାନୀ ମାର୍କେଟିଂ ପାର୍ଟି, ବ୍ୟବସାୟୀ ଓ ଚାକିରିଆଙ୍କ ପାଇଁ ସୁଧ ୧%, ରିହାତି ୪୦%। 08053290993, 08053123651. [570, 1321, 747, 1381]
list-item: Ready 3BHK premium flat at Damana Square on main road. Contact: 9776961450, 9861366146, 9338556528. [192, 1123, 365, 1183]
list-item: Royal Finance କମ୍ପାନୀ ମାତ୍ର ୨% ସୁଧରେ ଲୋନ୍। 09711848299, 07504551320, 08802658372. [570, 701, 747, 748]
rashi-text: ପରିବାରରେ ସୁଖ ଶାନ୍ତି ରହିବ। ସନ୍ତାନଙ୍କ ପାଇଁ ଚିନ୍ତା ଦୂର ହେବ। ବିଦ୍ୟାର୍ଥୀଙ୍କ ପାଇଁ ଶୁଭ ସମୟ। ଅଚାନକ ଲାଭ ହୋଇପାରେ। [1184, 284, 1487, 311]
child-photo-1 [232, 78, 290, 148]
health-banner [376, 767, 559, 917]
list-item: Kuber Group Finance (ପର୍ସନାଲ) ମାତ୍ର ୨୪ ଘଣ୍ଟାରେ ଲୋନ୍ 40% ଛାଡ଼। 08814970869, 08816020450. [570, 1167, 747, 1214]
list-item: Uttam Finance (ପର୍ସନାଲ) ସରକାରୀ ଚାକିରିଆ ଓ ବ୍ୟବସାୟୀଙ୍କ ପାଇଁ ୨୦ ହଜାରରୁ ୨୦ ଲକ୍ଷ ପର୍ଯ୍ୟନ୍ତ ଲୋନ୍। 08398964646. [570, 1107, 747, 1167]
rashi-item: ♌ ସିଂହ: ମାନସିକ ଚାପ ରହିପାରେ। ଧୈର୍ଯ୍ୟ ସହ କାମ କରନ୍ତୁ। କୋର୍ଟ କଚେରୀ ମାମଲାରେ ସଫଳତା। ବନ୍ଧୁଙ୍କ ସହାୟତା ମିଳିବ। [1138, 331, 1487, 380]
masthead [10, 6, 1487, 42]
election-headline: ଲୋକ ସଭା ପ୍ରାର୍ଥୀ ପାଇଁ ଜିଲା ସଭାପତିଙ୍କ ମତାମତ ନିଆଗଲା [947, 741, 1126, 846]
sale-heading-2: SALE [10, 1102, 183, 1122]
list-item: Architectural planning, vastu, BDA approval home, office interior designs, 3D elevation. Contact: 8908011519. [192, 1837, 365, 1897]
bike-story [758, 1716, 1487, 2300]
rashi-name: ଧନୁ [1184, 529, 1200, 543]
rashi-item: ♉ ବୃଷ: ନୂଆ କାମ ଆରମ୍ଭ ପାଇଁ ଶୁଭ ଦିନ। ପ୍ରଶାସନିକ କାମରେ ସଫଳତା। ଭ୍ରାତୃଭଗିନୀଙ୍କ ସହ ମତଭେଦ ଦୂର ହେବ। ଯାତ୍ରା ଶୁଭ ଫଳ ଦେବ। [1138, 184, 1487, 233]
list-item: Agarwal Packers & Movers Ltd. - No.1 in Relocation. For tension free shifting call Bhubaneswar- 9337023064, Rourkela- 9337182501. [376, 583, 559, 656]
astrology-label: ASTROLOGY [381, 1692, 519, 1715]
list-item: Keralian herbal full body massage, relax massage, spondyliser treatment. 9437453813. [376, 921, 559, 981]
rashi-item: ♍ କନ୍ୟା: ଦାମ୍ପତ୍ୟ ଜୀବନ ମଧୁର ରହିବ। ବ୍ୟବସାୟରେ ଅଂଶୀଦାରଙ୍କ ସହଯୋଗ। ନୂଆ ଯୋଗାଯୋଗ ଲାଭଦାୟକ ହେବ। ସ୍ୱାସ୍ଥ୍ୟ ଭଲ ରହିବ। [1138, 380, 1487, 429]
greeting-title: ଜନ୍ମଦିନ ଶୁଭେଚ୍ଛା [951, 285, 1122, 302]
truck-icon [377, 450, 558, 550]
list-item: Herbal full body massage, spondyliser treatment, new center. 8280242252. [376, 981, 559, 1028]
rashi-name: କୁମ୍ଭ [1184, 627, 1210, 641]
list-item: Keralian full body massage, steambath, new smart lady therapist. 9937234455. [376, 1202, 559, 1249]
list-item: Bhubaneswar Utkal Heights ପାଖରେ bank ସୁବିଧା ଥିବା ଆକର୍ଷଣୀୟ duplex ବିକ୍ରି। 9439444251. [10, 1171, 183, 1218]
notice-title: NOTICE [762, 1164, 936, 1185]
list-item: Pay Rs. 1,70,000/- immediate take possession/ registration 1200 sqft. land near Patia Rly. Station. 9090452314, 9861412715, 8984466483. [192, 523, 365, 624]
rashi-name: କନ୍ୟା [1184, 382, 1212, 396]
list-item: Residential gharabari plot and plot available Utkal Heights backside Bhubaneswar. Contact: 8908675953. [10, 1463, 183, 1523]
classified-banner [10, 282, 366, 356]
greeting-card [946, 280, 1127, 500]
rashi-text: ଶତ୍ରୁ ପରାଜିତ ହେବେ। ରୋଗରୁ ମୁକ୍ତି। କର୍ମକ୍ଷେତ୍ରରେ ପ୍ରଶଂସା। ଋଣ ସମସ୍ୟାର ସମାଧାନ ହେବ। [1184, 431, 1487, 458]
loan-banner [570, 181, 747, 351]
list-item: ଲୋନ୍ ଲେଖା ମାର୍କେଟିଂ ପାର୍ଟି ଓ ବ୍ୟକ୍ତିଗତ, ଘରୋଇ ଉଦ୍ୟୋଗ, ବ୍ୟବସାୟ ପାଇଁ ୪୦% ରିହାତି ୨% ସୁଧ। 09711791435, 09711792199. [758, 426, 935, 486]
aquarius-icon: ♒ [1138, 628, 1180, 670]
